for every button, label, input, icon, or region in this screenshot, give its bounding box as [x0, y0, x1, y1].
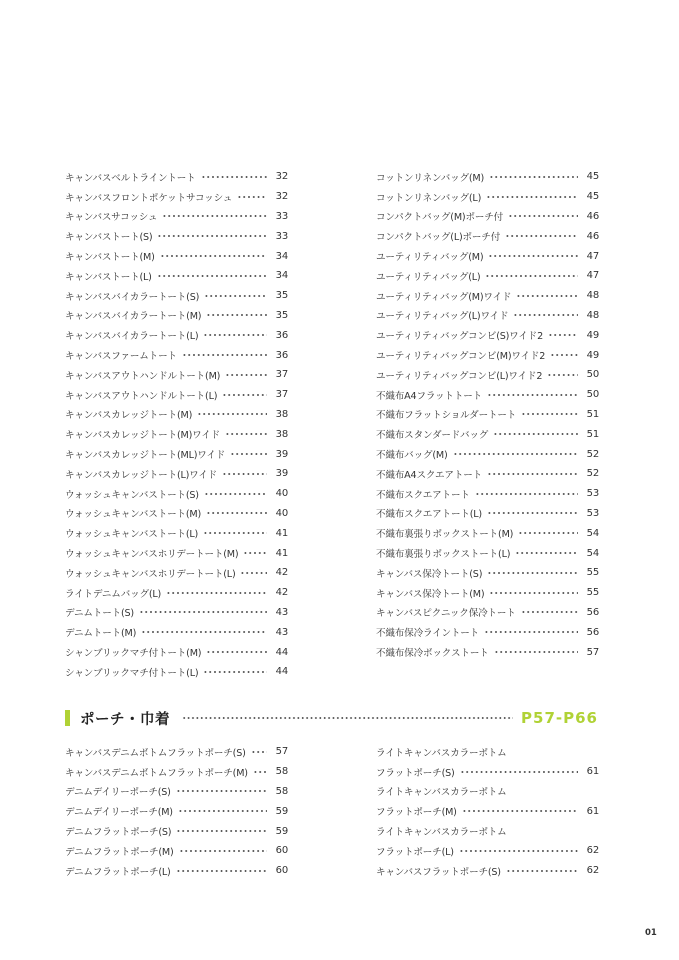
toc-entry-page: 56 — [586, 606, 599, 618]
toc-entry-page: 44 — [275, 666, 288, 678]
dot-leader — [176, 866, 267, 876]
toc-entry[interactable] — [65, 563, 288, 583]
toc-entry-title: キャンバスカレッジトート(M)ワイド — [65, 430, 221, 442]
toc-entry-title: ウォッシュキャンバスホリデートート(L) — [65, 568, 236, 580]
toc-entry-title: 不織布保冷ライントート — [376, 628, 480, 640]
toc-entry-page: 52 — [586, 448, 599, 460]
toc-entry-title: キャンバスバイカラートート(M) — [65, 311, 202, 323]
toc-entry-title: ライトキャンバスカラーボトム — [376, 747, 507, 759]
toc-entry-title: ユーティリティバッグコンビ(S)ワイド2 — [376, 331, 543, 343]
toc-entry[interactable] — [376, 821, 599, 841]
toc-entry-page: 39 — [275, 468, 288, 480]
toc-entry-page: 59 — [275, 825, 288, 837]
toc-entry-page: 62 — [586, 865, 599, 877]
toc-entry[interactable] — [376, 345, 599, 365]
toc-entry-page: 53 — [586, 488, 599, 500]
toc-entry-title: ユーティリティバッグコンビ(M)ワイド2 — [376, 351, 546, 363]
toc-entry[interactable] — [65, 523, 288, 543]
toc-entry-page: 32 — [275, 191, 288, 203]
toc-entry[interactable] — [376, 782, 599, 802]
toc-entry-title: キャンバスデニムボトムフラットポーチ(S) — [65, 747, 246, 759]
dot-leader — [505, 231, 578, 241]
toc-entry-page: 36 — [275, 329, 288, 341]
toc-entry[interactable] — [376, 424, 599, 444]
toc-entry-page: 54 — [586, 527, 599, 539]
toc-entry-title: デニムデイリーポーチ(S) — [65, 787, 171, 799]
toc-entry-page: 61 — [586, 805, 599, 817]
toc-entry-title: ユーティリティバッグ(M) — [376, 252, 484, 264]
toc-entry[interactable] — [65, 444, 288, 464]
dot-leader — [203, 330, 267, 340]
toc-entry-page: 58 — [275, 785, 288, 797]
toc-entry[interactable] — [376, 306, 599, 326]
toc-entry-title: キャンバストート(L) — [65, 271, 152, 283]
toc-entry-page: 44 — [275, 646, 288, 658]
toc-entry[interactable] — [376, 504, 599, 524]
toc-entry-title: 不織布裏張りボックストート(M) — [376, 529, 514, 541]
section-accent-bar — [65, 710, 70, 726]
toc-entry-title: ライトキャンバスカラーボトム — [376, 827, 507, 839]
dot-leader — [493, 429, 578, 439]
toc-entry-title: 不織布A4スクエアトート — [376, 469, 483, 481]
dot-leader — [486, 192, 578, 202]
toc-entry-title: フラットポーチ(M) — [376, 807, 457, 819]
toc-entry[interactable] — [376, 801, 599, 821]
toc-entry[interactable] — [65, 642, 288, 662]
toc-entry[interactable] — [376, 266, 599, 286]
dot-leader — [550, 350, 578, 360]
toc-entry[interactable] — [376, 405, 599, 425]
dot-leader — [506, 866, 578, 876]
toc-entry[interactable] — [65, 543, 288, 563]
dot-leader — [489, 172, 578, 182]
toc-entry[interactable] — [65, 603, 288, 623]
toc-entry-title: キャンバストート(S) — [65, 232, 153, 244]
toc-entry[interactable] — [376, 207, 599, 227]
toc-entry-page: 54 — [586, 547, 599, 559]
dot-leader — [508, 211, 578, 221]
toc-entry-page: 57 — [275, 746, 288, 758]
toc-entry-title: キャンバスピクニック保冷トート — [376, 608, 516, 620]
toc-entry[interactable] — [65, 662, 288, 682]
toc-entry-title: コンパクトバッグ(L)ポーチ付 — [376, 232, 501, 244]
page-number: 01 — [645, 928, 657, 938]
toc-entry-page: 48 — [586, 290, 599, 302]
dot-leader — [182, 350, 267, 360]
dot-leader — [237, 192, 267, 202]
toc-entry-title: シャンブリックマチ付トート(L) — [65, 667, 199, 679]
pouch-left-column — [65, 742, 288, 881]
toc-entry[interactable] — [376, 841, 599, 861]
toc-entry[interactable] — [376, 762, 599, 782]
pouch-right-column — [376, 742, 599, 881]
dot-leader — [487, 568, 578, 578]
dot-leader — [157, 231, 267, 241]
toc-entry-title: デニムフラットポーチ(L) — [65, 866, 171, 878]
toc-entry[interactable] — [376, 365, 599, 385]
toc-entry-title: デニムトート(M) — [65, 628, 137, 640]
toc-entry-page: 47 — [586, 270, 599, 282]
toc-entry[interactable] — [65, 742, 288, 762]
toc-entry-title: 不織布保冷ボックストート — [376, 648, 489, 660]
toc-entry-page: 49 — [586, 329, 599, 341]
toc-entry[interactable] — [65, 841, 288, 861]
dot-leader — [484, 627, 578, 637]
toc-entry-title: 不織布裏張りボックストート(L) — [376, 549, 511, 561]
toc-entry-title: キャンバスアウトハンドルトート(M) — [65, 370, 221, 382]
toc-entry[interactable] — [65, 424, 288, 444]
toc-entry-page: 33 — [275, 230, 288, 242]
toc-entry-title: フラットポーチ(L) — [376, 846, 454, 858]
toc-entry-page: 46 — [586, 210, 599, 222]
dot-leader — [176, 826, 267, 836]
dot-leader — [475, 489, 578, 499]
toc-entry-page: 34 — [275, 270, 288, 282]
toc-entry[interactable] — [65, 762, 288, 782]
toc-entry-title: ウォッシュキャンバストート(S) — [65, 489, 199, 501]
dot-leader — [453, 449, 578, 459]
dot-leader — [489, 588, 578, 598]
toc-entry-page: 41 — [275, 547, 288, 559]
toc-entry[interactable] — [65, 167, 288, 187]
dot-leader — [157, 271, 267, 281]
toc-entry-page: 51 — [586, 428, 599, 440]
bags-right-column — [376, 167, 599, 662]
toc-entry-page: 62 — [586, 845, 599, 857]
dot-leader — [201, 172, 267, 182]
dot-leader — [225, 370, 267, 380]
toc-entry-page: 51 — [586, 408, 599, 420]
toc-entry[interactable] — [65, 286, 288, 306]
dot-leader — [518, 528, 578, 538]
toc-entry[interactable] — [65, 861, 288, 881]
toc-entry-page: 56 — [586, 626, 599, 638]
toc-entry-title: キャンバスバイカラートート(S) — [65, 291, 200, 303]
toc-entry-title: ウォッシュキャンバストート(L) — [65, 529, 199, 541]
toc-entry[interactable] — [65, 405, 288, 425]
toc-entry[interactable] — [65, 365, 288, 385]
toc-entry-page: 58 — [275, 766, 288, 778]
dot-leader — [230, 449, 267, 459]
toc-entry-page: 53 — [586, 507, 599, 519]
dot-leader — [203, 667, 267, 677]
toc-entry-title: 不織布バッグ(M) — [376, 450, 448, 462]
toc-entry[interactable] — [376, 385, 599, 405]
toc-entry[interactable] — [376, 187, 599, 207]
toc-entry-title: ウォッシュキャンバストート(M) — [65, 509, 202, 521]
toc-entry[interactable] — [376, 563, 599, 583]
section-title: ポーチ・巾着 — [80, 711, 170, 728]
dot-leader — [516, 291, 578, 301]
dot-leader — [162, 211, 267, 221]
toc-entry[interactable] — [376, 444, 599, 464]
toc-entry[interactable] — [65, 266, 288, 286]
toc-entry[interactable] — [65, 187, 288, 207]
dot-leader — [515, 548, 578, 558]
toc-entry-title: 不織布A4フラットトート — [376, 390, 483, 402]
dot-leader — [521, 607, 578, 617]
toc-entry-title: デニムトート(S) — [65, 608, 134, 620]
dot-leader — [488, 251, 578, 261]
toc-entry[interactable] — [65, 504, 288, 524]
toc-entry-title: ウォッシュキャンバスホリデートート(M) — [65, 549, 239, 561]
toc-entry[interactable] — [376, 543, 599, 563]
toc-entry-title: キャンバス保冷トート(S) — [376, 568, 483, 580]
toc-entry-title: 不織布スタンダードバッグ — [376, 430, 489, 442]
toc-entry-title: キャンバスアウトハンドルトート(L) — [65, 390, 218, 402]
dot-leader — [206, 508, 267, 518]
toc-entry-page: 45 — [586, 171, 599, 183]
dot-leader — [547, 370, 578, 380]
toc-entry-page: 42 — [275, 567, 288, 579]
toc-entry-title: キャンバス保冷トート(M) — [376, 588, 485, 600]
toc-entry[interactable] — [65, 325, 288, 345]
toc-entry-page: 50 — [586, 389, 599, 401]
toc-entry[interactable] — [376, 167, 599, 187]
toc-entry[interactable] — [65, 306, 288, 326]
dot-leader — [462, 806, 578, 816]
toc-entry-title: シャンブリックマチ付トート(M) — [65, 648, 202, 660]
toc-entry-title: ライトデニムバッグ(L) — [65, 588, 162, 600]
dot-leader — [178, 806, 267, 816]
toc-entry[interactable] — [65, 622, 288, 642]
toc-entry-page: 43 — [275, 606, 288, 618]
toc-entry-page: 37 — [275, 389, 288, 401]
toc-entry[interactable] — [376, 226, 599, 246]
toc-entry-title: デニムフラットポーチ(S) — [65, 827, 172, 839]
toc-entry-title: コットンリネンバッグ(L) — [376, 192, 482, 204]
toc-entry-page: 61 — [586, 766, 599, 778]
toc-entry-page: 57 — [586, 646, 599, 658]
dot-leader — [166, 588, 267, 598]
toc-entry[interactable] — [65, 345, 288, 365]
toc-entry[interactable] — [376, 464, 599, 484]
dot-leader — [179, 846, 267, 856]
toc-entry[interactable] — [376, 603, 599, 623]
toc-entry-title: 不織布スクエアトート(L) — [376, 509, 482, 521]
toc-entry-title: フラットポーチ(S) — [376, 767, 455, 779]
toc-entry-page: 43 — [275, 626, 288, 638]
dot-leader — [548, 330, 578, 340]
toc-entry-title: キャンバスデニムボトムフラットポーチ(M) — [65, 767, 248, 779]
toc-entry[interactable] — [65, 226, 288, 246]
toc-entry-page: 55 — [586, 587, 599, 599]
toc-entry[interactable] — [376, 642, 599, 662]
dot-leader — [204, 291, 267, 301]
toc-entry[interactable] — [376, 286, 599, 306]
pouch-section-header — [65, 708, 598, 728]
toc-entry[interactable] — [65, 821, 288, 841]
toc-entry-page: 40 — [275, 488, 288, 500]
toc-entry-title: デニムフラットポーチ(M) — [65, 846, 174, 858]
toc-entry[interactable] — [376, 622, 599, 642]
toc-entry[interactable] — [65, 801, 288, 821]
toc-entry-page: 38 — [275, 428, 288, 440]
dot-leader — [251, 747, 267, 757]
toc-entry-title: キャンバスフラットポーチ(S) — [376, 866, 501, 878]
toc-entry-title: キャンバスバイカラートート(L) — [65, 331, 199, 343]
dot-leader — [513, 310, 578, 320]
toc-entry-title: ユーティリティバッグ(L)ワイド — [376, 311, 509, 323]
section-dot-leader — [182, 713, 513, 723]
dot-leader — [139, 607, 267, 617]
toc-entry-title: ライトキャンバスカラーボトム — [376, 787, 507, 799]
dot-leader — [197, 409, 267, 419]
dot-leader — [521, 409, 578, 419]
toc-entry-page: 55 — [586, 567, 599, 579]
toc-entry-page: 36 — [275, 349, 288, 361]
toc-entry-title: コンパクトバッグ(M)ポーチ付 — [376, 212, 504, 224]
dot-leader — [206, 647, 267, 657]
toc-entry-page: 37 — [275, 369, 288, 381]
toc-entry-title: キャンバスベルトライントート — [65, 172, 196, 184]
toc-entry-page: 34 — [275, 250, 288, 262]
toc-entry[interactable] — [376, 325, 599, 345]
toc-entry-page: 48 — [586, 309, 599, 321]
toc-entry-page: 35 — [275, 309, 288, 321]
toc-entry-title: キャンバスカレッジトート(L)ワイド — [65, 469, 218, 481]
dot-leader — [487, 508, 578, 518]
toc-entry-page: 49 — [586, 349, 599, 361]
dot-leader — [460, 767, 578, 777]
toc-entry-page: 42 — [275, 587, 288, 599]
toc-entry[interactable] — [65, 464, 288, 484]
dot-leader — [203, 528, 267, 538]
dot-leader — [487, 469, 578, 479]
toc-entry-title: 不織布フラットショルダートート — [376, 410, 517, 422]
toc-entry-title: ユーティリティバッグ(M)ワイド — [376, 291, 512, 303]
toc-entry-title: コットンリネンバッグ(M) — [376, 172, 485, 184]
dot-leader — [225, 429, 267, 439]
toc-entry[interactable] — [376, 246, 599, 266]
dot-leader — [243, 548, 267, 558]
toc-entry-title: キャンバスフロントポケットサコッシュ — [65, 192, 233, 204]
toc-entry[interactable] — [65, 583, 288, 603]
dot-leader — [176, 786, 267, 796]
toc-entry-title: ユーティリティバッグ(L) — [376, 271, 481, 283]
dot-leader — [487, 390, 578, 400]
toc-entry-title: キャンバスサコッシュ — [65, 212, 158, 224]
toc-entry-title: デニムデイリーポーチ(M) — [65, 807, 173, 819]
toc-entry[interactable] — [65, 207, 288, 227]
dot-leader — [253, 767, 267, 777]
bags-left-column — [65, 167, 288, 682]
toc-entry-page: 32 — [275, 171, 288, 183]
dot-leader — [222, 469, 267, 479]
toc-entry-page: 50 — [586, 369, 599, 381]
dot-leader — [206, 310, 267, 320]
toc-entry[interactable] — [376, 583, 599, 603]
toc-entry-page: 60 — [275, 865, 288, 877]
toc-entry-page: 46 — [586, 230, 599, 242]
toc-entry-page: 33 — [275, 210, 288, 222]
dot-leader — [160, 251, 267, 261]
dot-leader — [494, 647, 578, 657]
toc-entry-page: 40 — [275, 507, 288, 519]
toc-entry-page: 39 — [275, 448, 288, 460]
toc-entry[interactable] — [65, 385, 288, 405]
dot-leader — [485, 271, 578, 281]
toc-entry-page: 45 — [586, 191, 599, 203]
toc-entry-title: 不織布スクエアトート — [376, 489, 470, 501]
toc-entry-title: キャンバスカレッジトート(M) — [65, 410, 193, 422]
toc-entry[interactable] — [376, 861, 599, 881]
toc-entry-page: 60 — [275, 845, 288, 857]
toc-entry-page: 35 — [275, 290, 288, 302]
dot-leader — [204, 489, 267, 499]
toc-entry-title: ユーティリティバッグコンビ(L)ワイド2 — [376, 370, 543, 382]
section-page-range: P57-P66 — [521, 709, 598, 727]
toc-entry-page: 41 — [275, 527, 288, 539]
toc-entry-page: 38 — [275, 408, 288, 420]
dot-leader — [222, 390, 267, 400]
toc-entry-title: キャンバストート(M) — [65, 252, 155, 264]
toc-entry-page: 47 — [586, 250, 599, 262]
dot-leader — [141, 627, 267, 637]
toc-entry-title: キャンバスカレッジトート(ML)ワイド — [65, 450, 226, 462]
toc-entry-page: 59 — [275, 805, 288, 817]
toc-entry[interactable] — [376, 484, 599, 504]
dot-leader — [240, 568, 267, 578]
dot-leader — [459, 846, 578, 856]
toc-entry[interactable] — [376, 742, 599, 762]
toc-entry-page: 52 — [586, 468, 599, 480]
toc-entry[interactable] — [65, 782, 288, 802]
toc-entry[interactable] — [65, 246, 288, 266]
toc-entry[interactable] — [376, 523, 599, 543]
toc-entry-title: キャンバスファームトート — [65, 351, 177, 363]
toc-entry[interactable] — [65, 484, 288, 504]
